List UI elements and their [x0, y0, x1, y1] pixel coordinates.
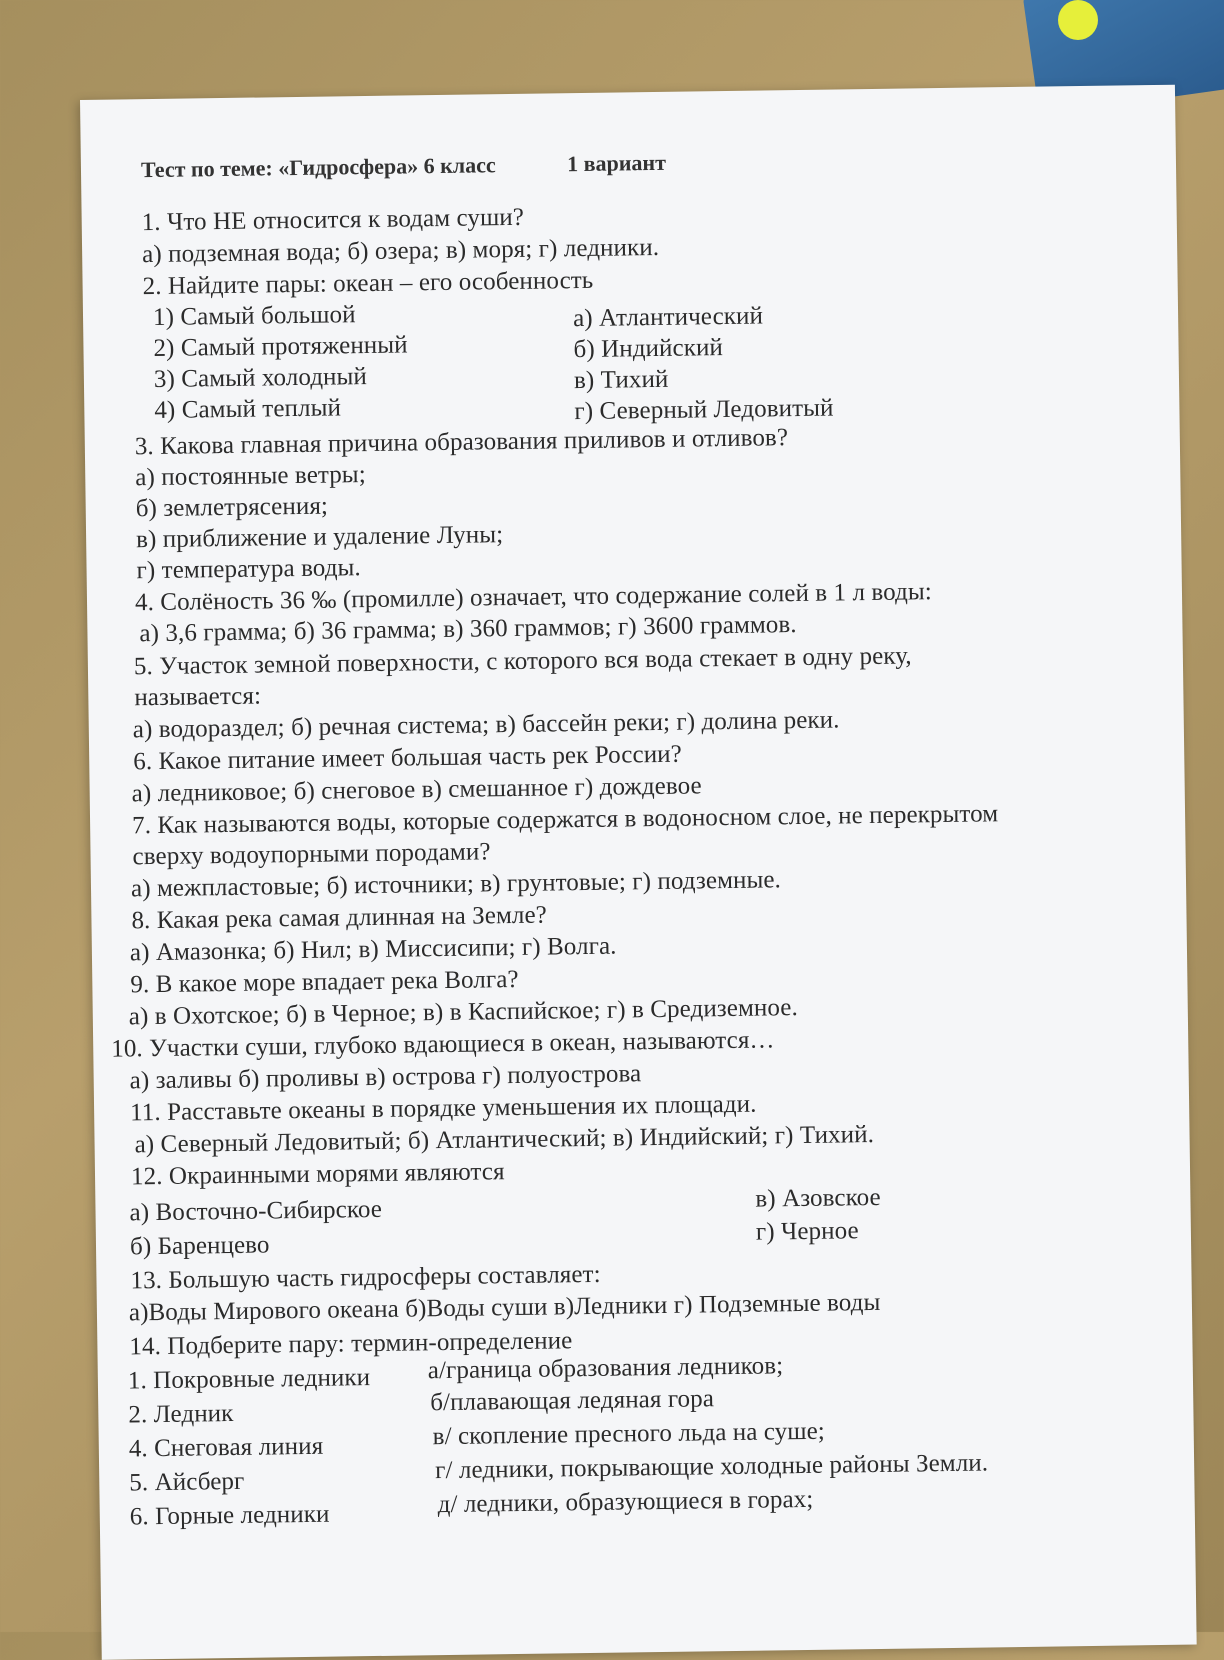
- q6-options: а) ледниковое; б) снеговое в) смешанное г) дождевое: [131, 772, 702, 808]
- q12-option-b: б) Баренцево: [129, 1231, 270, 1261]
- q12-option-a: а) Восточно-Сибирское: [129, 1195, 383, 1227]
- q3-option-d: г) температура воды.: [136, 554, 361, 585]
- q6-question: 6. Какое питание имеет большая часть рек России?: [133, 740, 683, 776]
- q13-question: 13. Большую часть гидросферы составляет:: [130, 1260, 601, 1295]
- desk-yellow-object: [1058, 0, 1098, 40]
- q8-question: 8. Какая река самая длинная на Земле?: [131, 901, 548, 935]
- q10-options: а) заливы б) проливы в) острова г) полуострова: [129, 1060, 642, 1095]
- q14-term-2: 2. Ледник: [128, 1399, 234, 1429]
- q5-options: а) водораздел; б) речная система; в) бассейн реки; г) долина реки.: [132, 706, 840, 744]
- test-sheet: [80, 85, 1197, 1660]
- q2-match-d: г) Северный Ледовитый: [574, 394, 834, 426]
- q11-options: а) Северный Ледовитый; б) Атлантический; в) Индийский; г) Тихий.: [134, 1121, 875, 1159]
- q7-question-cont: сверху водоупорными породами?: [132, 838, 491, 871]
- q4-options: а) 3,6 грамма; б) 36 грамма; в) 360 граммов; г) 3600 граммов.: [139, 611, 797, 648]
- title-text: Тест по теме: «Гидросфера» 6 класс: [140, 152, 496, 183]
- q7-options: а) межпластовые; б) источники; в) грунтовые; г) подземные.: [130, 866, 782, 903]
- q14-def-b: б/плавающая ледяная гора: [430, 1385, 715, 1417]
- q3-option-a: а) постоянные ветры;: [135, 461, 366, 492]
- q3-question: 3. Какова главная причина образования приливов и отливов?: [134, 424, 789, 461]
- q2-match-b: б) Индийский: [573, 334, 724, 364]
- q2-match-c: в) Тихий: [573, 365, 669, 395]
- q9-question: 9. В какое море впадает река Волга?: [130, 965, 519, 999]
- q13-options: а)Воды Мирового океана б)Воды суши в)Ледники г) Подземные воды: [128, 1288, 881, 1327]
- q2-match-a: а) Атлантический: [572, 302, 764, 333]
- q14-question: 14. Подберите пару: термин-определение: [129, 1327, 573, 1361]
- q2-item-2: 2) Самый протяженный: [153, 331, 408, 362]
- q14-def-e: д/ ледники, образующиеся в горах;: [437, 1485, 814, 1519]
- page-title: [141, 150, 666, 183]
- q1-question: 1. Что НЕ относится к водам суши?: [141, 203, 525, 237]
- q2-question: 2. Найдите пары: океан – его особенность: [142, 266, 594, 301]
- q14-def-a: а/граница образования ледников;: [427, 1352, 784, 1385]
- q5-question: 5. Участок земной поверхности, с которого вся вода стекает в одну реку,: [133, 642, 912, 681]
- q2-item-3: 3) Самый холодный: [153, 363, 368, 393]
- q8-options: а) Амазонка; б) Нил; в) Миссисипи; г) Волга.: [129, 932, 617, 967]
- q14-term-1: 1. Покровные ледники: [127, 1364, 371, 1395]
- q2-item-4: 4) Самый теплый: [154, 394, 342, 424]
- q14-term-5: 5. Айсберг: [129, 1467, 245, 1497]
- q9-options: а) в Охотское; б) в Черное; в) в Каспийское; г) в Средиземное.: [128, 994, 799, 1031]
- q1-options: а) подземная вода; б) озера; в) моря; г) ледники.: [141, 233, 660, 269]
- q3-option-c: в) приближение и удаление Луны;: [135, 521, 504, 554]
- q4-question: 4. Солёность 36 ‰ (промилле) означает, что содержание солей в 1 л воды:: [134, 578, 932, 617]
- q12-question: 12. Окраинными морями являются: [130, 1158, 505, 1191]
- q10-question: 10. Участки суши, глубоко вдающиеся в океан, называются…: [111, 1026, 775, 1063]
- q7-question: 7. Как называются воды, которые содержатся в водоносном слое, не перекрытом: [131, 800, 999, 840]
- variant-label: 1 вариант: [566, 149, 667, 177]
- q3-option-b: б) землетрясения;: [135, 492, 329, 523]
- q11-question: 11. Расставьте океаны в порядке уменьшения их площади.: [129, 1090, 757, 1127]
- q12-option-d: г) Черное: [755, 1217, 859, 1246]
- q14-def-d: г/ ледники, покрывающие холодные районы Земли.: [434, 1449, 989, 1485]
- q5-question-cont: называется:: [134, 682, 262, 712]
- q14-term-6: 6. Горные ледники: [129, 1500, 330, 1531]
- q14-term-4: 4. Снеговая линия: [128, 1432, 324, 1463]
- q12-option-c: в) Азовское: [755, 1183, 881, 1213]
- q14-def-c: в/ скопление пресного льда на суше;: [432, 1417, 826, 1451]
- q2-item-1: 1) Самый большой: [152, 301, 356, 332]
